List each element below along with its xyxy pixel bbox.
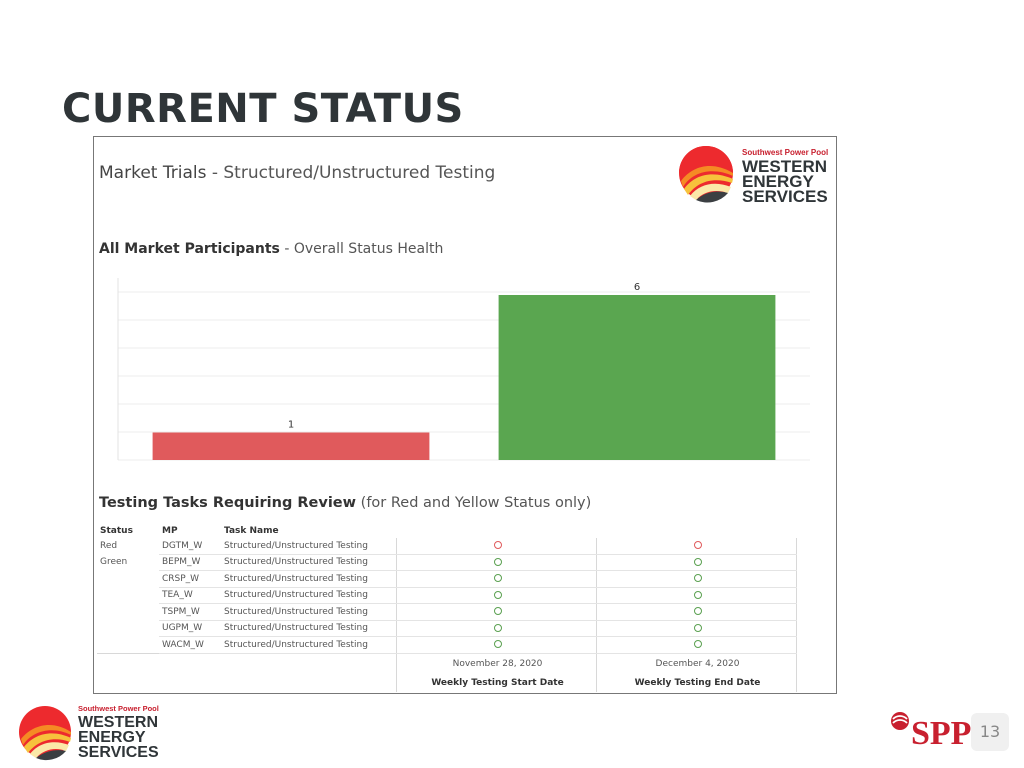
table-heading [99,495,591,511]
start-date: November 28, 2020 [396,653,596,674]
bar-label-red: 1 [287,419,295,431]
row-mp: TEA_W [159,587,221,604]
row-task: Structured/Unstructured Testing [221,587,396,604]
footer-wes-logo [19,703,164,759]
table-row [97,604,796,621]
status-circle-icon [694,558,702,566]
row-status: Green [100,557,128,568]
table-row [97,587,796,604]
start-date-label: Weekly Testing Start Date [396,674,596,692]
status-circle-icon [694,541,702,549]
row-status [97,571,159,588]
chart-heading [99,241,443,257]
date-label-row [97,674,796,692]
dashboard-title-sub: - Structured/Unstructured Testing [206,163,496,183]
row-status [97,620,159,637]
row-status [97,604,159,621]
slide-title: CURRENT STATUS [62,86,464,132]
tasks-table [97,524,797,692]
dashboard-title [99,163,495,183]
row-mp: WACM_W [159,637,221,654]
footer-logo-small-text: Southwest Power Pool [78,704,159,713]
bar-label-green: 6 [633,282,641,293]
status-header: Status [100,526,133,536]
status-circle-icon [694,640,702,648]
footer-logo-line1: WESTERN [78,714,158,731]
row-task: Structured/Unstructured Testing [221,604,396,621]
table-heading-sub: (for Red and Yellow Status only) [356,495,592,511]
chart-heading-sub: - Overall Status Health [279,241,444,257]
table-row [97,571,796,588]
status-circle-icon [694,574,702,582]
table-row [97,637,796,654]
row-mp: TSPM_W [159,604,221,621]
table-header-row [97,524,796,538]
status-circle-icon [494,640,502,648]
row-task: Structured/Unstructured Testing [221,554,396,571]
spp-logo-text: SPP [911,715,972,752]
row-task: Structured/Unstructured Testing [221,637,396,654]
row-mp: CRSP_W [159,571,221,588]
status-circle-icon [494,558,502,566]
status-circle-icon [694,591,702,599]
table-heading-main: Testing Tasks Requiring Review [99,495,357,511]
wes-logo-line2: ENERGY [742,172,814,191]
status-circle-icon [494,574,502,582]
row-task: Structured/Unstructured Testing [221,571,396,588]
table-row [97,554,796,571]
date-row [97,653,796,674]
row-status: Red [100,541,118,551]
wes-logo-small-text: Southwest Power Pool [742,148,829,157]
bar-red [153,433,430,461]
end-date-label: Weekly Testing End Date [596,674,796,692]
wes-logo-line3: SERVICES [742,187,828,206]
row-mp: BEPM_W [159,554,221,571]
footer-logo-mark [19,706,71,760]
table-row [97,538,796,554]
status-circle-icon [694,607,702,615]
row-task: Structured/Unstructured Testing [221,620,396,637]
row-mp: UGPM_W [159,620,221,637]
page-number: 13 [971,713,1009,751]
row-status [97,587,159,604]
status-bar-chart [116,270,816,466]
dashboard-title-main: Market Trials [99,163,207,183]
row-task: Structured/Unstructured Testing [221,538,396,554]
status-circle-icon [494,591,502,599]
wes-logo [678,143,829,206]
spp-logo [890,707,972,752]
status-circle-icon [494,607,502,615]
spp-swirl-icon [891,712,909,730]
wes-logo-line1: WESTERN [742,157,827,176]
task-header: Task Name [224,526,279,536]
end-date: December 4, 2020 [596,653,796,674]
wes-logo-mark [679,146,733,203]
row-mp: DGTM_W [159,538,221,554]
bar-green [499,295,776,460]
footer-logo-line3: SERVICES [78,744,159,761]
chart-heading-main: All Market Participants [99,241,280,257]
mp-header: MP [162,526,178,536]
footer-logo-line2: ENERGY [78,729,146,746]
status-circle-icon [494,541,502,549]
row-status [97,637,159,654]
status-circle-icon [494,624,502,632]
status-circle-icon [694,624,702,632]
table-row [97,620,796,637]
dashboard-panel [93,136,837,694]
